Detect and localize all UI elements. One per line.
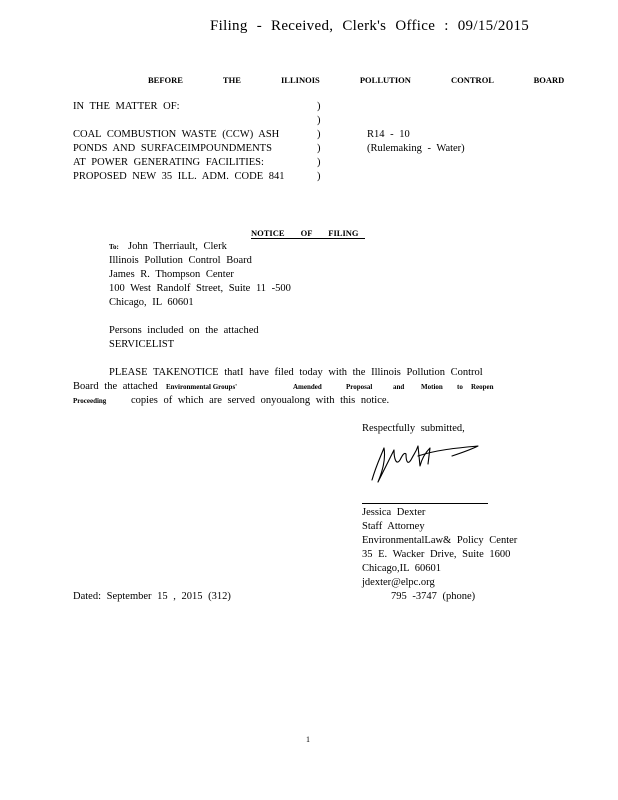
caption-paren: ): [317, 129, 321, 140]
recipient-address-line: Illinois Pollution Control Board: [109, 255, 252, 266]
filed-document-title: Proceeding: [73, 397, 107, 405]
in-the-matter-of: IN THE MATTER OF:: [73, 101, 180, 112]
filed-document-title: Proposal: [346, 383, 373, 391]
signer-name: Jessica Dexter: [362, 507, 426, 518]
caption-line-1: COAL COMBUSTION WASTE (CCW) ASH: [73, 129, 280, 140]
caption-line-3: AT POWER GENERATING FACILITIES:: [73, 157, 264, 168]
caption-line-4: PROPOSED NEW 35 ILL. ADM. CODE 841: [73, 171, 285, 182]
docket-number: R14 - 10: [367, 129, 410, 140]
signer-street: 35 E. Wacker Drive, Suite 1600: [362, 549, 511, 560]
closing: Respectfully submitted,: [362, 423, 465, 434]
caption-paren: ): [317, 115, 321, 126]
filed-document-title: Motion: [421, 383, 443, 391]
signer-organization: EnvironmentalLaw& Policy Center: [362, 535, 518, 546]
caption-paren: ): [317, 171, 321, 182]
filing-stamp-header: Filing - Received, Clerk's Office : 09/15/2015: [210, 18, 530, 34]
filed-document-title: to: [457, 383, 463, 391]
notice-body-line-3: copies of which are served onyoualong with this notice.: [131, 395, 390, 406]
handwritten-signature: [366, 436, 486, 486]
caption-paren: ): [317, 101, 321, 112]
docket-type: (Rulemaking - Water): [367, 143, 465, 154]
filed-document-title: Amended: [293, 383, 322, 391]
recipient-name: John Therriault, Clerk: [128, 241, 227, 252]
filed-document-title: and: [393, 383, 405, 391]
signer-email: jdexter@elpc.org: [362, 577, 435, 588]
board-heading: BEFORE THE ILLINOIS POLLUTION CONTROL BOARD: [148, 75, 565, 85]
caption-paren: ): [317, 143, 321, 154]
signature-line: [362, 503, 488, 504]
signer-title: Staff Attorney: [362, 521, 425, 532]
dated-line: Dated: September 15 , 2015 (312): [73, 591, 231, 602]
notice-body-line-1: PLEASE TAKENOTICE thatI have filed today with the Illinois Pollution Control: [109, 367, 483, 378]
to-label: To:: [109, 243, 119, 251]
persons-included-line: Persons included on the attached: [109, 325, 259, 336]
recipient-address-line: Chicago, IL 60601: [109, 297, 194, 308]
recipient-address-line: 100 West Randolf Street, Suite 11 -500: [109, 283, 291, 294]
signer-phone: 795 -3747 (phone): [391, 591, 476, 602]
notice-body-line-2: Board the attached: [73, 381, 158, 392]
recipient-address-line: James R. Thompson Center: [109, 269, 234, 280]
filed-document-title: Environmental Groups': [166, 383, 238, 391]
signer-city: Chicago,IL 60601: [362, 563, 442, 574]
page-number: 1: [306, 735, 310, 744]
caption-paren: ): [317, 157, 321, 168]
caption-line-2: PONDS AND SURFACEIMPOUNDMENTS: [73, 143, 272, 154]
service-list-line: SERVICELIST: [109, 339, 175, 350]
filed-document-title: Reopen: [471, 383, 494, 391]
notice-of-filing-title: NOTICE OF FILING: [251, 228, 365, 239]
